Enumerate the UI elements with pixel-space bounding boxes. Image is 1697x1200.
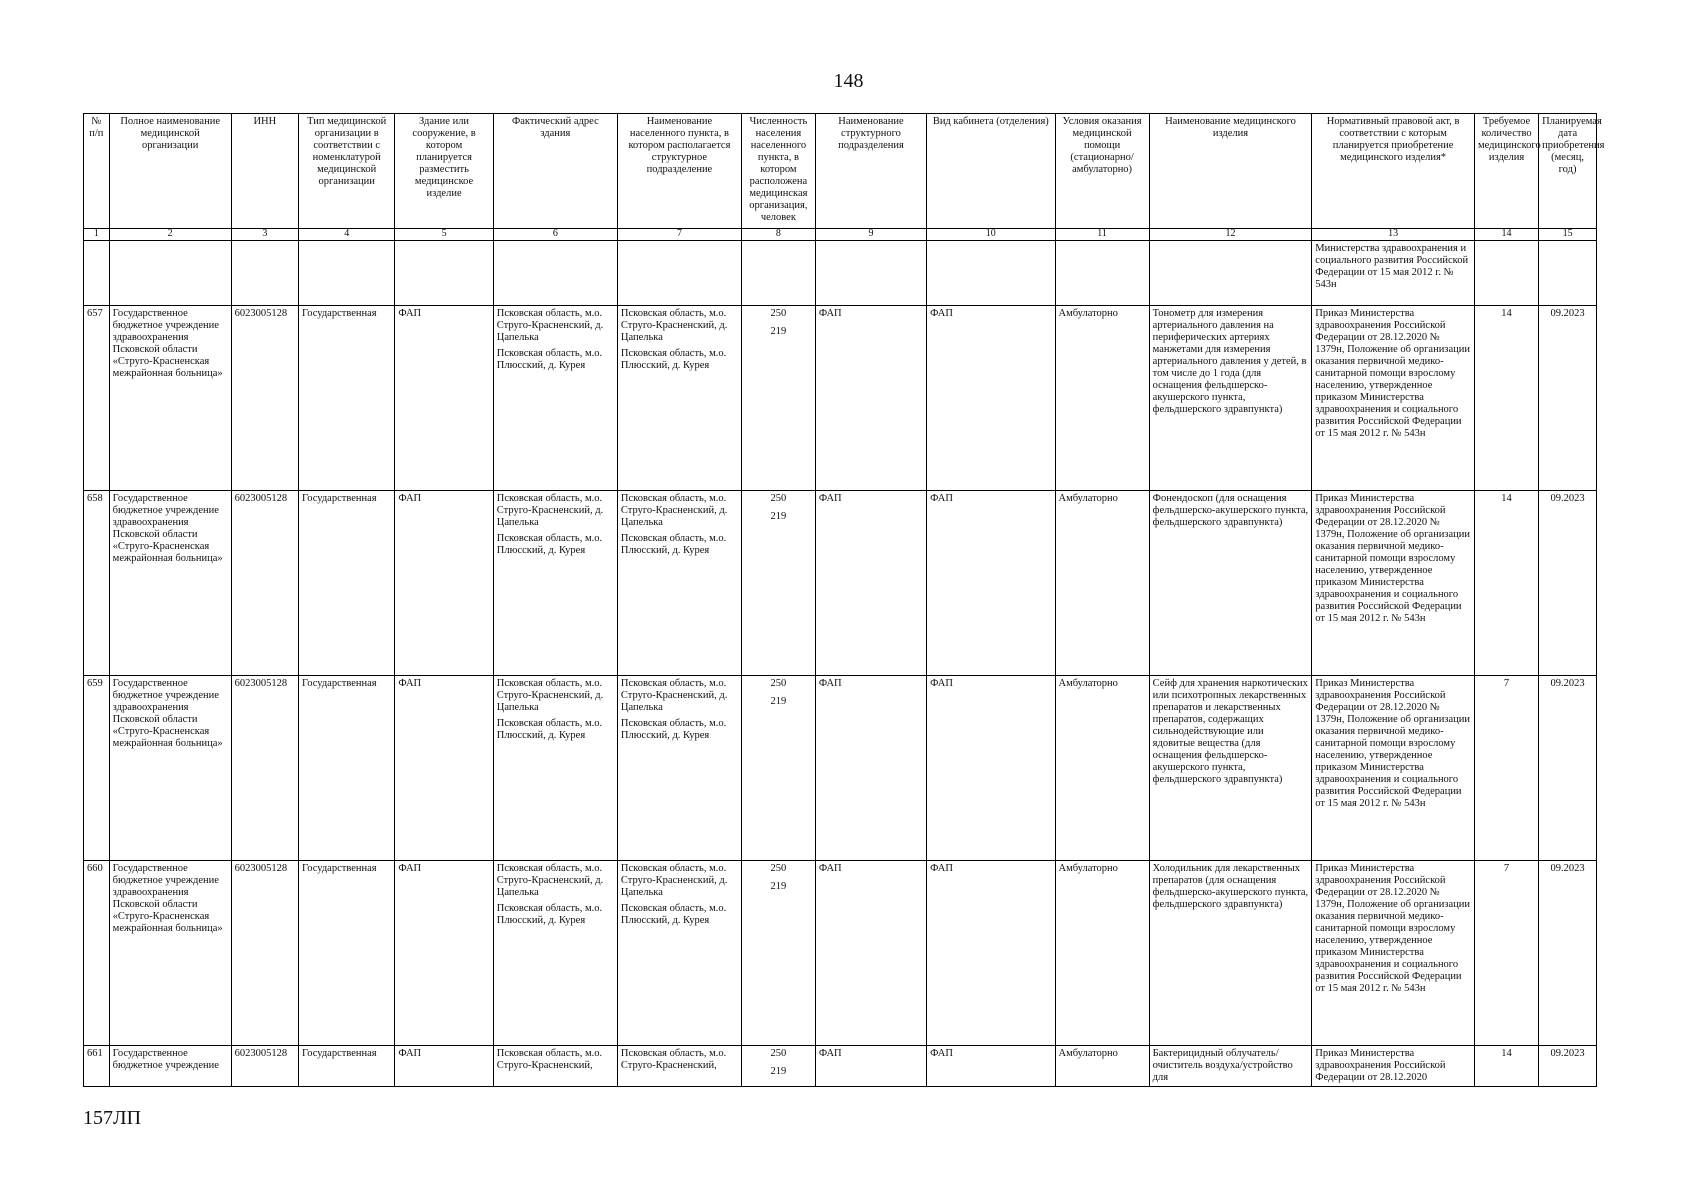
cabinet: ФАП bbox=[927, 676, 1055, 861]
address-cell bbox=[493, 861, 617, 1046]
unit: ФАП bbox=[815, 676, 926, 861]
org-name: Государственное бюджетное учреждение здравоохранения Псковской области «Струго-Красненская межрайонная больница» bbox=[109, 491, 231, 676]
population-1: 250 bbox=[770, 678, 787, 689]
address-2: Псковская область, м.о. Плюсский, д. Курея bbox=[496, 348, 603, 371]
column-number: 5 bbox=[395, 229, 493, 241]
table-row bbox=[84, 1046, 1597, 1087]
quantity: 14 bbox=[1474, 491, 1538, 676]
locality-1: Псковская область, м.о. Струго-Красненский, д. Цапелька bbox=[620, 308, 728, 343]
population-2: 219 bbox=[770, 696, 787, 707]
cabinet: ФАП bbox=[927, 306, 1055, 491]
org-type: Государственная bbox=[299, 491, 395, 676]
header-cell: Планируемая дата приобретения (месяц, год) bbox=[1539, 114, 1597, 229]
column-number: 12 bbox=[1149, 229, 1312, 241]
locality-cell bbox=[617, 861, 741, 1046]
population-cell bbox=[742, 676, 816, 861]
unit: ФАП bbox=[815, 1046, 926, 1087]
column-number: 14 bbox=[1474, 229, 1538, 241]
header-cell: Вид кабинета (отделения) bbox=[927, 114, 1055, 229]
purchase-date: 09.2023 bbox=[1539, 1046, 1597, 1087]
header-row bbox=[84, 114, 1597, 229]
quantity: 7 bbox=[1474, 861, 1538, 1046]
column-number: 2 bbox=[109, 229, 231, 241]
unit: ФАП bbox=[815, 861, 926, 1046]
population-cell bbox=[742, 491, 816, 676]
header-cell: Наименование медицинского изделия bbox=[1149, 114, 1312, 229]
address-2: Псковская область, м.о. Плюсский, д. Курея bbox=[496, 903, 603, 926]
unit: ФАП bbox=[815, 306, 926, 491]
org-name: Государственное бюджетное учреждение здравоохранения Псковской области «Струго-Красненская межрайонная больница» bbox=[109, 861, 231, 1046]
row-number: 659 bbox=[84, 676, 110, 861]
address-2: Псковская область, м.о. Плюсский, д. Курея bbox=[496, 718, 603, 741]
column-number: 11 bbox=[1055, 229, 1149, 241]
population-2: 219 bbox=[770, 326, 787, 337]
address-1: Псковская область, м.о. Струго-Красненский, д. Цапелька bbox=[496, 678, 604, 713]
building: ФАП bbox=[395, 1046, 493, 1087]
column-number: 7 bbox=[617, 229, 741, 241]
header-cell: Тип медицинской организации в соответствии с номенклатурой медицинской организации bbox=[299, 114, 395, 229]
population-cell bbox=[742, 306, 816, 491]
continuation-row bbox=[84, 241, 1597, 306]
address-1: Псковская область, м.о. Струго-Красненский, bbox=[493, 1046, 617, 1087]
device-name: Сейф для хранения наркотических или психотропных лекарственных препаратов и лекарственных препаратов, содержащих сильнодействующие или ядовитые вещества (для оснащения фельдшерско-акушерского пункта, фельдшерского здравпункта) bbox=[1149, 676, 1312, 861]
cabinet: ФАП bbox=[927, 491, 1055, 676]
conditions: Амбулаторно bbox=[1055, 861, 1149, 1046]
device-name: Бактерицидный облучатель/очиститель воздуха/устройство для bbox=[1149, 1046, 1312, 1087]
purchase-date: 09.2023 bbox=[1539, 861, 1597, 1046]
population-1: 250 bbox=[770, 1048, 787, 1059]
device-name: Фонендоскоп (для оснащения фельдшерско-акушерского пункта, фельдшерского здравпункта) bbox=[1149, 491, 1312, 676]
locality-1: Псковская область, м.о. Струго-Красненский, bbox=[617, 1046, 741, 1087]
header-cell: Здание или сооружение, в котором планируется разместить медицинское изделие bbox=[395, 114, 493, 229]
locality-2: Псковская область, м.о. Плюсский, д. Курея bbox=[620, 903, 727, 926]
locality-2: Псковская область, м.о. Плюсский, д. Курея bbox=[620, 348, 727, 371]
column-number: 6 bbox=[493, 229, 617, 241]
column-number: 15 bbox=[1539, 229, 1597, 241]
column-number: 8 bbox=[742, 229, 816, 241]
population-cell bbox=[742, 861, 816, 1046]
building: ФАП bbox=[395, 861, 493, 1046]
header-cell: Наименование структурного подразделения bbox=[815, 114, 926, 229]
building: ФАП bbox=[395, 676, 493, 861]
locality-1: Псковская область, м.о. Струго-Красненский, д. Цапелька bbox=[620, 493, 728, 528]
medical-devices-table bbox=[83, 113, 1605, 1087]
quantity: 14 bbox=[1474, 306, 1538, 491]
cabinet: ФАП bbox=[927, 1046, 1055, 1087]
population-1: 250 bbox=[770, 308, 787, 319]
row-number: 658 bbox=[84, 491, 110, 676]
continuation-text: Министерства здравоохранения и социального развития Российской Федерации от 15 мая 2012 г. № 543н bbox=[1312, 241, 1475, 306]
row-number: 657 bbox=[84, 306, 110, 491]
address-1: Псковская область, м.о. Струго-Красненский, д. Цапелька bbox=[496, 308, 604, 343]
table-row bbox=[84, 861, 1597, 1046]
inn: 6023005128 bbox=[231, 676, 298, 861]
purchase-date: 09.2023 bbox=[1539, 306, 1597, 491]
header-cell: № п/п bbox=[84, 114, 110, 229]
header-cell: Полное наименование медицинской организации bbox=[109, 114, 231, 229]
population-1: 250 bbox=[770, 493, 787, 504]
cabinet: ФАП bbox=[927, 861, 1055, 1046]
population-2: 219 bbox=[770, 1066, 787, 1077]
address-cell bbox=[493, 491, 617, 676]
header-cell: Нормативный правовой акт, в соответствии с которым планируется приобретение медицинского изделия* bbox=[1312, 114, 1475, 229]
locality-1: Псковская область, м.о. Струго-Красненский, д. Цапелька bbox=[620, 863, 728, 898]
row-number: 661 bbox=[84, 1046, 110, 1087]
page-number: 148 bbox=[833, 70, 864, 92]
inn: 6023005128 bbox=[231, 861, 298, 1046]
org-type: Государственная bbox=[299, 1046, 395, 1087]
header-cell: Численность населения населенного пункта, в котором расположена медицинская организация, человек bbox=[742, 114, 816, 229]
address-2: Псковская область, м.о. Плюсский, д. Курея bbox=[496, 533, 603, 556]
column-number: 4 bbox=[299, 229, 395, 241]
conditions: Амбулаторно bbox=[1055, 676, 1149, 861]
column-number: 13 bbox=[1312, 229, 1475, 241]
table-row bbox=[84, 306, 1597, 491]
column-number-row bbox=[84, 229, 1597, 241]
population-cell bbox=[742, 1046, 816, 1087]
legal-act: Приказ Министерства здравоохранения Российской Федерации от 28.12.2020 bbox=[1312, 1046, 1475, 1087]
inn: 6023005128 bbox=[231, 1046, 298, 1087]
inn: 6023005128 bbox=[231, 491, 298, 676]
locality-2: Псковская область, м.о. Плюсский, д. Курея bbox=[620, 718, 727, 741]
org-name: Государственное бюджетное учреждение bbox=[109, 1046, 231, 1087]
quantity: 14 bbox=[1474, 1046, 1538, 1087]
address-1: Псковская область, м.о. Струго-Красненский, д. Цапелька bbox=[496, 493, 604, 528]
column-number: 1 bbox=[84, 229, 110, 241]
org-name: Государственное бюджетное учреждение здравоохранения Псковской области «Струго-Красненская межрайонная больница» bbox=[109, 306, 231, 491]
column-number: 3 bbox=[231, 229, 298, 241]
org-type: Государственная bbox=[299, 676, 395, 861]
purchase-date: 09.2023 bbox=[1539, 676, 1597, 861]
quantity: 7 bbox=[1474, 676, 1538, 861]
purchase-date: 09.2023 bbox=[1539, 491, 1597, 676]
header-cell: Фактический адрес здания bbox=[493, 114, 617, 229]
legal-act: Приказ Министерства здравоохранения Российской Федерации от 28.12.2020 № 1379н, Положение об организации оказания первичной медико-санитарной помощи взрослому населению, утвержденное приказом Министерства здравоохранения и социального развития Российской Федерации от 15 мая 2012 г. № 543н bbox=[1312, 306, 1475, 491]
conditions: Амбулаторно bbox=[1055, 1046, 1149, 1087]
legal-act: Приказ Министерства здравоохранения Российской Федерации от 28.12.2020 № 1379н, Положение об организации оказания первичной медико-санитарной помощи взрослому населению, утвержденное приказом Министерства здравоохранения и социального развития Российской Федерации от 15 мая 2012 г. № 543н bbox=[1312, 676, 1475, 861]
inn: 6023005128 bbox=[231, 306, 298, 491]
locality-2: Псковская область, м.о. Плюсский, д. Курея bbox=[620, 533, 727, 556]
footer-code: 157ЛП bbox=[83, 1107, 142, 1129]
header-cell: ИНН bbox=[231, 114, 298, 229]
address-1: Псковская область, м.о. Струго-Красненский, д. Цапелька bbox=[496, 863, 604, 898]
column-number: 10 bbox=[927, 229, 1055, 241]
address-cell bbox=[493, 306, 617, 491]
row-number: 660 bbox=[84, 861, 110, 1046]
address-cell bbox=[493, 676, 617, 861]
header-cell: Требуемое количество медицинского изделия bbox=[1474, 114, 1538, 229]
device-name: Тонометр для измерения артериального давления на периферических артериях манжетами для измерения артериального давления у детей, в том числе до 1 года (для оснащения фельдшерско-акушерского пункта, фельдшерского здравпункта) bbox=[1149, 306, 1312, 491]
device-name: Холодильник для лекарственных препаратов (для оснащения фельдшерско-акушерского пункта, фельдшерского здравпункта) bbox=[1149, 861, 1312, 1046]
legal-act: Приказ Министерства здравоохранения Российской Федерации от 28.12.2020 № 1379н, Положение об организации оказания первичной медико-санитарной помощи взрослому населению, утвержденное приказом Министерства здравоохранения и социального развития Российской Федерации от 15 мая 2012 г. № 543н bbox=[1312, 491, 1475, 676]
locality-cell bbox=[617, 491, 741, 676]
conditions: Амбулаторно bbox=[1055, 306, 1149, 491]
unit: ФАП bbox=[815, 491, 926, 676]
column-number: 9 bbox=[815, 229, 926, 241]
header-cell: Условия оказания медицинской помощи (стационарно/ амбулаторно) bbox=[1055, 114, 1149, 229]
building: ФАП bbox=[395, 306, 493, 491]
building: ФАП bbox=[395, 491, 493, 676]
locality-1: Псковская область, м.о. Струго-Красненский, д. Цапелька bbox=[620, 678, 728, 713]
population-2: 219 bbox=[770, 881, 787, 892]
org-type: Государственная bbox=[299, 861, 395, 1046]
population-1: 250 bbox=[770, 863, 787, 874]
org-type: Государственная bbox=[299, 306, 395, 491]
legal-act: Приказ Министерства здравоохранения Российской Федерации от 28.12.2020 № 1379н, Положение об организации оказания первичной медико-санитарной помощи взрослому населению, утвержденное приказом Министерства здравоохранения и социального развития Российской Федерации от 15 мая 2012 г. № 543н bbox=[1312, 861, 1475, 1046]
org-name: Государственное бюджетное учреждение здравоохранения Псковской области «Струго-Красненская межрайонная больница» bbox=[109, 676, 231, 861]
table-row bbox=[84, 491, 1597, 676]
population-2: 219 bbox=[770, 511, 787, 522]
conditions: Амбулаторно bbox=[1055, 491, 1149, 676]
table-row bbox=[84, 676, 1597, 861]
locality-cell bbox=[617, 306, 741, 491]
locality-cell bbox=[617, 676, 741, 861]
header-cell: Наименование населенного пункта, в котором располагается структурное подразделение bbox=[617, 114, 741, 229]
